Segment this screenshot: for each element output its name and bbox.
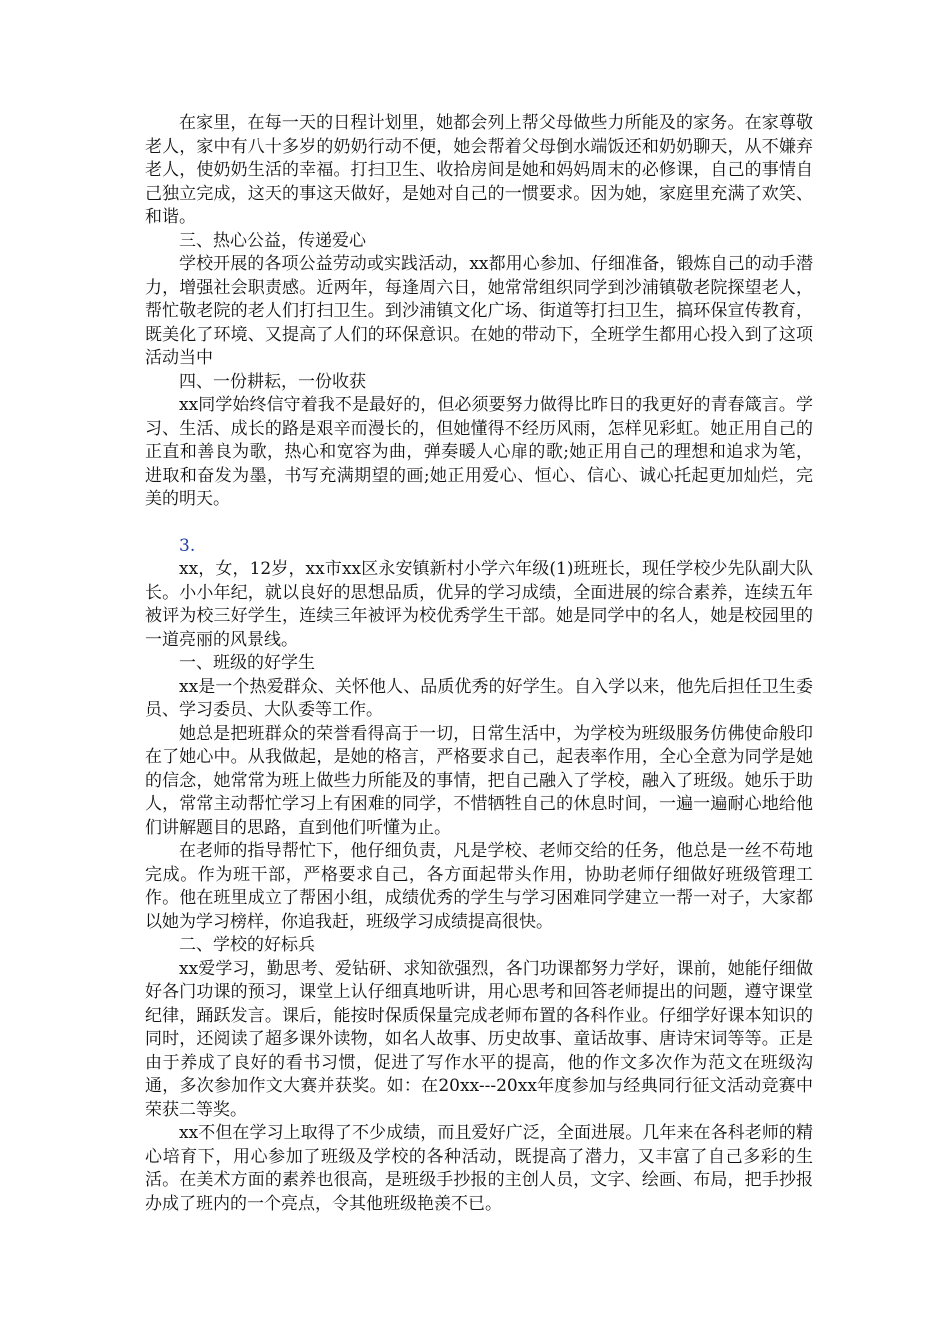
section-heading-good-student: 一、班级的好学生 xyxy=(179,653,315,673)
section-heading-public-welfare: 三、热心公益，传递爱心 xyxy=(179,230,366,251)
paragraph-class-roles: xx是一个热爱群众、关怀他人、品质优秀的好学生。自入学以来，他先后担任卫生委员、学习委员、大队委等工作。 xyxy=(145,676,813,720)
section-heading-harvest: 四、一份耕耘，一份收获 xyxy=(179,371,366,392)
section-heading-school-model: 二、学校的好标兵 xyxy=(179,935,315,955)
paragraph-family-duties: 在家里，在每一天的日程计划里，她都会列上帮父母做些力所能及的家务。在家尊敬老人，家中有八十多岁的奶奶行动不便，她会帮着父母倒水端饭还和奶奶聊天，从不嫌弃老人，使奶奶生活的幸福。打扫卫生、收拾房间是她和妈妈周末的必修课，自己的事情自己独立完成，这天的事这天做好，是她对自己的一惯要求。因为她，家庭里充满了欢笑、和谐。 xyxy=(145,113,813,227)
section-number: 3. xyxy=(179,535,196,556)
paragraph-harvest: xx同学始终信守着我不是最好的，但必须要努力做得比昨日的我更好的青春箴言。学习、生活、成长的路是艰辛而漫长的，但她懂得不经历风雨，怎样见彩虹。她正用自己的正直和善良为歌，热心和宽容为曲，弹奏暖人心扉的歌;她正用自己的理想和追求为笔，进取和奋发为墨，书写充满期望的画;她正用爱心、恒心、信心、诚心托起更加灿烂，完美的明天。 xyxy=(145,395,813,509)
paragraph-study-habits: xx爱学习，勤思考、爱钻研、求知欲强烈，各门功课都努力学好，课前，她能仔细做好各门功课的预习，课堂上认仔细真地听讲，用心思考和回答老师提出的问题，遵守课堂纪律，踊跃发言。课后，能按时保质保量完成老师布置的各科作业。仔细学好课本知识的同时，还阅读了超多课外读物，如名人故事、历史故事、童话故事、唐诗宋词等等。正是由于养成了良好的看书习惯，促进了写作水平的提高，他的作文多次作为范文在班级沟通，多次参加作文大赛并获奖。如：在20xx---20xx年度参加与经典同行征文活动竞赛中荣获二等奖。 xyxy=(145,958,813,1120)
paragraph-hobbies: xx不但在学习上取得了不少成绩，而且爱好广泛，全面进展。几年来在各科老师的精心培育下，用心参加了班级及学校的各种活动，既提高了潜力，又丰富了自己多彩的生活。在美术方面的素养也很高，是班级手抄报的主创人员，文字、绘画、布局，把手抄报办成了班内的一个亮点，令其他班级艳羡不已。 xyxy=(145,1123,813,1214)
paragraph-introduction: xx，女，12岁，xx市xx区永安镇新村小学六年级(1)班班长，现任学校少先队副大队长。小小年纪，就以良好的思想品质，优异的学习成绩，全面进展的综合素养，连续五年被评为校三好学生，连续三年被评为校优秀学生干部。她是同学中的名人，她是校园里的一道亮丽的风景线。 xyxy=(145,559,813,650)
paragraph-teacher-guidance: 在老师的指导帮忙下，他仔细负责，凡是学校、老师交给的任务，他总是一丝不苟地完成。作为班干部，严格要求自己，各方面起带头作用，协助老师仔细做好班级管理工作。他在班里成立了帮困小组，成绩优秀的学生与学习困难同学建立一帮一对子，大家都以她为学习榜样，你追我赶，班级学习成绩提高很快。 xyxy=(145,841,813,932)
document-body xyxy=(145,112,813,1216)
paragraph-public-welfare: 学校开展的各项公益劳动或实践活动，xx都用心参加、仔细准备，锻炼自己的动手潜力，增强社会职责感。近两年，每逢周六日，她常常组织同学到沙浦镇敬老院探望老人，帮忙敬老院的老人们打扫卫生。到沙浦镇文化广场、街道等打扫卫生，搞环保宣传教育，既美化了环境、又提高了人们的环保意识。在她的带动下，全班学生都用心投入到了这项活动当中 xyxy=(145,254,813,368)
paragraph-class-honor: 她总是把班群众的荣誉看得高于一切，日常生活中，为学校为班级服务仿佛使命般印在了她心中。从我做起，是她的格言，严格要求自己，起表率作用，全心全意为同学是她的信念，她常常为班上做些力所能及的事情，把自己融入了学校，融入了班级。她乐于助人，常常主动帮忙学习上有困难的同学，不惜牺牲自己的休息时间，一遍一遍耐心地给他们讲解题目的思路，直到他们听懂为止。 xyxy=(145,723,813,838)
